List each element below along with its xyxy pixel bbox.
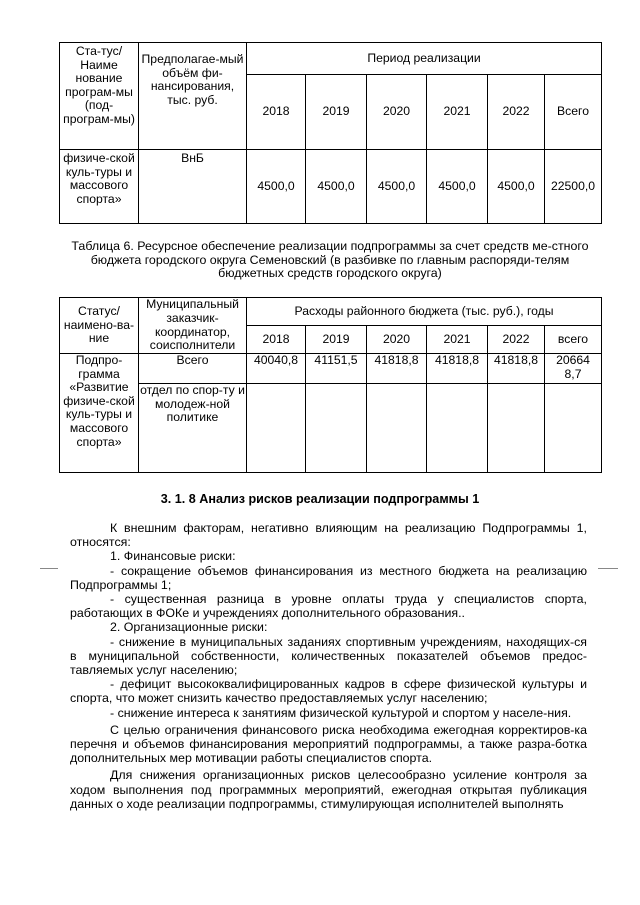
t2-year: 2021 [427, 326, 488, 354]
t2-empty-cell [545, 384, 602, 473]
t2-customer-header: Муниципальный заказчик-координатор, соисполнители [139, 298, 247, 354]
body-text [70, 521, 587, 811]
t1-value: 4500,0 [488, 150, 545, 224]
table6-caption: Таблица 6. Ресурсное обеспечение реализации подпрограммы за счет средств ме-стного бюджета городского округа Семеновский (в разбивке по главным распоряди-телям бюджетных средств городского округа) [71, 239, 589, 281]
paragraph: 2. Организационные риски: [110, 620, 268, 635]
paragraph: - снижение в муниципальных заданиях спортивным учреждениям, находящих-ся в муниципальной собственности, количественных показателей объемов предос-тавляемых услуг населению; [70, 634, 587, 678]
t1-funding-header: Предполагае-мый объём фи-нансирования, тыс. руб. [139, 43, 247, 150]
t2-year: 2022 [488, 326, 545, 354]
t1-year: 2020 [367, 75, 427, 150]
scan-margin-mark [40, 568, 58, 569]
funding-table-continuation [59, 42, 602, 224]
t2-year: 2020 [367, 326, 427, 354]
paragraph: 1. Финансовые риски: [110, 549, 236, 564]
t2-empty-cell [367, 384, 427, 473]
paragraph: К внешним факторам, негативно влияющим на реализацию Подпрограммы 1, относятся: [70, 521, 587, 550]
paragraph: - существенная разница в уровне оплаты труда у специалистов спорта, работающих в ФОКе и учреждениях дополнительного образования.. [70, 592, 587, 621]
t2-value: 41818,8 [367, 354, 427, 384]
t2-expenses-header: Расходы районного бюджета (тыс. руб.), годы [247, 298, 602, 326]
t1-year: Всего [545, 75, 602, 150]
t1-status-header: Ста-тус/Наиме нование програм-мы (под-програм-мы) [60, 43, 139, 150]
t2-row-total-label: Всего [139, 354, 247, 384]
t2-empty-cell [427, 384, 488, 473]
t2-year: 2019 [306, 326, 367, 354]
t1-value: 4500,0 [367, 150, 427, 224]
t2-department-label: отдел по спор-ту и молодеж-ной политике [139, 384, 247, 473]
t1-period-header: Период реализации [247, 43, 602, 75]
paragraph: - сокращение объемов финансирования из местного бюджета на реализацию Подпрограммы 1; [70, 563, 587, 592]
t1-year: 2021 [427, 75, 488, 150]
t1-year: 2018 [247, 75, 306, 150]
t1-row-label: физиче-ской куль-туры и массового спорта» [60, 150, 139, 224]
t2-status-header: Статус/ наимено-ва-ние [60, 298, 139, 354]
t1-value: 22500,0 [545, 150, 602, 224]
t1-value: 4500,0 [247, 150, 306, 224]
t1-year: 2022 [488, 75, 545, 150]
t2-year: всего [545, 326, 602, 354]
t1-value: 4500,0 [427, 150, 488, 224]
t2-empty-cell [488, 384, 545, 473]
t2-value: 41151,5 [306, 354, 367, 384]
t2-status-cell: Подпро-грамма «Развитие физиче-ской куль-туры и массового спорта» [60, 354, 139, 473]
resource-table-6 [59, 297, 602, 473]
t2-value: 20664 8,7 [545, 354, 602, 384]
t2-empty-cell [306, 384, 367, 473]
paragraph: Для снижения организационных рисков целесообразно усиление контроля за ходом выполнения под программных мероприятий, ежегодная открытая публикация данных о ходе реализации подпрограммы, стимулирующая исполнителей выполнять [70, 768, 587, 811]
paragraph: С целью ограничения финансового риска необходима ежегодная корректиров-ка перечня и объемов финансирования мероприятий подпрограммы, а также разра-ботка дополнительных мер мотивации работы специалистов спорта. [70, 722, 587, 766]
t2-value: 41818,8 [488, 354, 545, 384]
t2-value: 41818,8 [427, 354, 488, 384]
t2-empty-cell [247, 384, 306, 473]
t2-value: 40040,8 [247, 354, 306, 384]
t1-value: 4500,0 [306, 150, 367, 224]
paragraph: - дефицит высококвалифицированных кадров в сфере физической культуры и спорта, что может снизить качество предоставляемых услуг населению; [70, 677, 587, 706]
t1-row-source: ВнБ [139, 150, 247, 224]
paragraph: - снижение интереса к занятиям физической культурой и спортом у населе-ния. [110, 705, 572, 720]
t2-year: 2018 [247, 326, 306, 354]
t1-year: 2019 [306, 75, 367, 150]
scan-margin-mark [598, 568, 618, 569]
section-heading: 3. 1. 8 Анализ рисков реализации подпрограммы 1 [160, 492, 480, 506]
